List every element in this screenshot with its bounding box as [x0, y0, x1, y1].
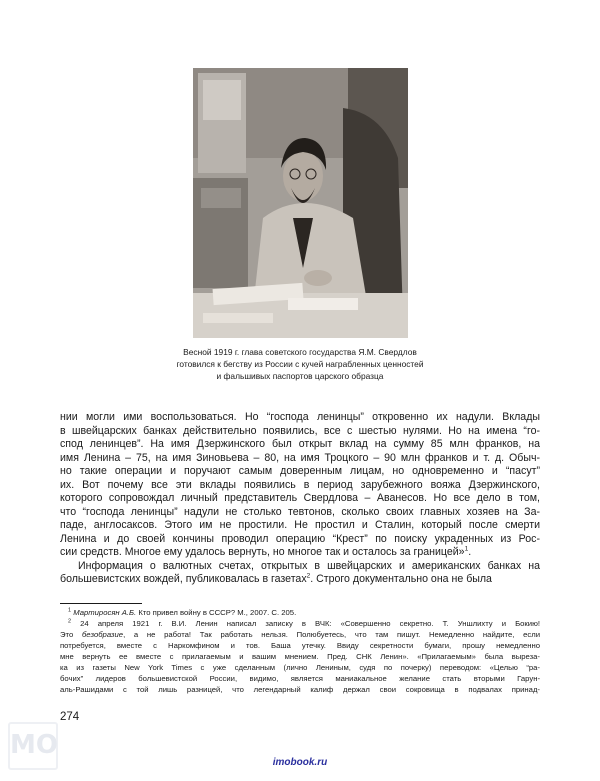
- text-line: [60, 546, 540, 560]
- text-fragment: .: [468, 546, 472, 558]
- footnote-ref[interactable]: 1: [464, 546, 469, 553]
- publisher-logo-icon: MO: [8, 722, 58, 770]
- caption-line: готовился к бегству из России с кучей награбленных ценностей: [176, 359, 424, 369]
- text-line: [60, 573, 540, 587]
- caption-line: и фальшивых паспортов царского образца: [216, 371, 384, 381]
- text-line: их. Вот почему все эти вклады появились в период зарубежного вояжа Дзержинского,: [60, 478, 540, 491]
- footnote-line: [60, 629, 540, 640]
- footnote-ref[interactable]: 2: [306, 573, 311, 580]
- photo-caption: [140, 346, 460, 382]
- site-link[interactable]: imobook.ru: [272, 757, 328, 768]
- text-line: в швейцарских банках действительно появились, все с шестью нулями. Но на имена “го-: [60, 424, 540, 437]
- text-line: которого сопровождал личный представитель Свердлова – Аванесов. Но все дело в том,: [60, 492, 540, 504]
- footnotes: [60, 607, 540, 695]
- caption-line: Весной 1919 г. глава советского государства Я.М. Свердлов: [183, 347, 417, 357]
- body-text: [60, 411, 540, 587]
- text-fragment: большевистских вождей, публиковалась в газетах: [60, 573, 307, 585]
- footnote-number: 1: [68, 607, 72, 614]
- footnote-text: 24 апреля 1921 г. В.И. Ленин написал записку в ВЧК: «Совершенно секретно. Т. Уншлихту и Бокию!: [71, 619, 540, 628]
- footnote-line: бочих” лидеров большевистской России, видимо, является маниакальное желание стать вторыми Гарун-: [60, 674, 540, 683]
- text-line: что “господа ленинцы” надули не столько тевтонов, сколько своих главных хозяев на За-: [60, 505, 540, 518]
- portrait-photo-drawing: [193, 68, 408, 338]
- footnote-line: мне вернуть ее вместе с прилагаемым и вашим мнением. Пред. СНК Ленин». «Прилагаемым» была выреза-: [60, 652, 540, 661]
- footnote-text: Кто привел войну в СССР? М., 2007. С. 205.: [136, 608, 297, 617]
- text-line: нии могли ими воспользоваться. Но “господа ленинцы” откровенно их надули. Вклады: [60, 411, 540, 423]
- footnote-line: аль-Рашидами с той лишь разницей, что легендарный калиф держал свои сокровища в подвалах принад-: [60, 685, 540, 694]
- page-number: 274: [60, 711, 80, 723]
- footnote-line: потребуется, вместе с Наркомфином и тов. Баша утечку. Ввиду секретности бумаги, прошу немедленно: [60, 641, 540, 650]
- footnote-author: Мартиросян А.Б.: [73, 608, 137, 617]
- text-line: но такие операции и поручают самым доверенным лицам, но одновременно и “пасут”: [60, 465, 540, 477]
- footnote-text: Это: [60, 630, 82, 639]
- text-line: спод ленинцев”. На имя Дзержинского был открыт вклад на сумму 85 млн франков, на: [60, 438, 540, 450]
- text-line: имя Ленина – 75, на имя Зиновьева – 80, на имя Троцкого – 90 млн франков и т. д. Обыч-: [60, 451, 540, 464]
- text-line: Информация о валютных счетах, открытых в швейцарских и американских банках на: [78, 559, 540, 572]
- footnote-number: 2: [68, 618, 72, 625]
- footnote-text: , а не работа! Так работать нельзя. Полюбуетесь, что там пишут. Немедленно найдите, если: [123, 630, 540, 639]
- footnote-2: [60, 618, 540, 629]
- footnote-divider: [60, 603, 142, 604]
- text-fragment: сии средств. Многое ему удалось вернуть, но многое так и осталось за границей»: [60, 546, 465, 558]
- footnote-1: [60, 607, 540, 618]
- text-line: Ленина и до своей кончины проводил операцию “Крест” по поиску украденных из Рос-: [60, 532, 540, 545]
- text-line: паде, англосаксов. Этого им не простили. Не простил и Сталин, который после смерти: [60, 519, 540, 531]
- footnote-emphasis: безобразие: [81, 630, 124, 639]
- text-fragment: . Строго документально она не была: [310, 573, 492, 585]
- footnote-line: ка из газеты New York Times с уже сделанным (лично Лениным, судя по почерку) переводом: «Целью “ра-: [60, 663, 540, 672]
- portrait-photo: [193, 68, 408, 338]
